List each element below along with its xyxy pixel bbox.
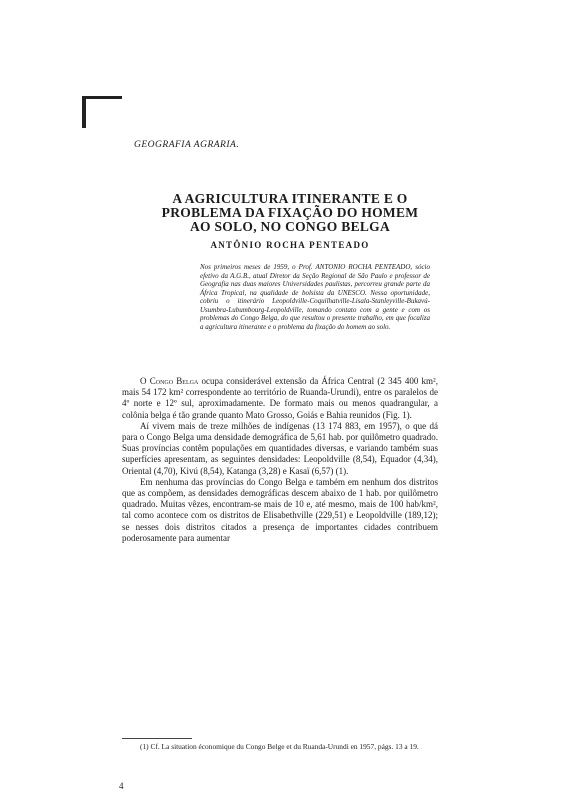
scan-edge-mark (82, 96, 86, 128)
scan-edge-mark-top (82, 96, 122, 99)
footnote: (1) Cf. La situation économique du Congo Belge et du Ruanda-Urundi en 1957, págs. 13 a 19. (140, 742, 419, 751)
paragraph-1: O Congo Belga ocupa considerável extensão da África Central (2 345 400 km², mais 54 172 km² correspondente ao território de Ruanda-Urundi), entre os paralelos de 4º norte e 12º sul, aproximadamente. De formato mais ou menos quadrangular, a colônia belga é tão grande quanto Mato Grosso, Goiás e Bahia reunidos (Fig. 1). (122, 376, 438, 420)
section-label: GEOGRAFIA AGRARIA. (134, 140, 240, 150)
title-line-3: AO SOLO, NO CONGO BELGA (189, 219, 391, 234)
author-name: ANTÔNIO ROCHA PENTEADO (210, 240, 370, 250)
intro-note: Nos primeiros meses de 1959, o Prof. ANTONIO ROCHA PENTEADO, sócio efetivo da A.G.B., atual Diretor da Seção Regional de São Paulo e professor de Geografia nas duas maiores Universidades paulistas, percorreu grande parte da África Tropical, na qualidade de bolsista da UNESCO. Nessa oportunidade, cobriu o itinerário Leopoldville-Coquilhatville-Lisala-Stanleyville-Bukavú-Usumbra-Lubumbourg-Leopoldville, tomando contato com a gente e com os problemas do Congo Belga, do que resultou o presente trabalho, em que focaliza a agricultura itinerante e o problema da fixação do homem ao solo. (200, 263, 430, 331)
title-line-1: A AGRICULTURA ITINERANTE E O (172, 191, 408, 206)
paragraph-3: Em nenhuma das províncias do Congo Belga e também em nenhum dos distritos que as compõem, as densidades demográficas descem abaixo de 1 hab. por quilômetro quadrado. Muitas vêzes, encontram-se mais de 10 e, até mesmo, mais de 100 hab/km², tal como acontece com os distritos de Elisabethville (229,51) e Leopoldville (189,12); se nesses dois distritos citados a presença de importantes cidades contribuem poderosamente para aumentar (122, 476, 438, 543)
page-number: 4 (119, 781, 124, 791)
title-line-2: PROBLEMA DA FIXAÇÃO DO HOMEM (161, 205, 419, 220)
article-body (122, 376, 438, 544)
footnote-divider (122, 738, 192, 739)
smallcaps-congo-belga: Congo Belga (149, 376, 199, 386)
article-title (150, 192, 430, 234)
paragraph-2: Aí vivem mais de treze milhões de indígenas (13 174 883, em 1957), o que dá para o Congo Belga uma densidade demográfica de 5,61 hab. por quilômetro quadrado. Suas províncias contêm populações em quantidades diversas, e variando também suas superfícies apresentam, as seguintes densidades: Leopoldville (8,54), Equador (4,34), Oriental (4,70), Kivú (8,54), Katanga (3,28) e Kasaï (6,57) (1). (122, 420, 438, 476)
